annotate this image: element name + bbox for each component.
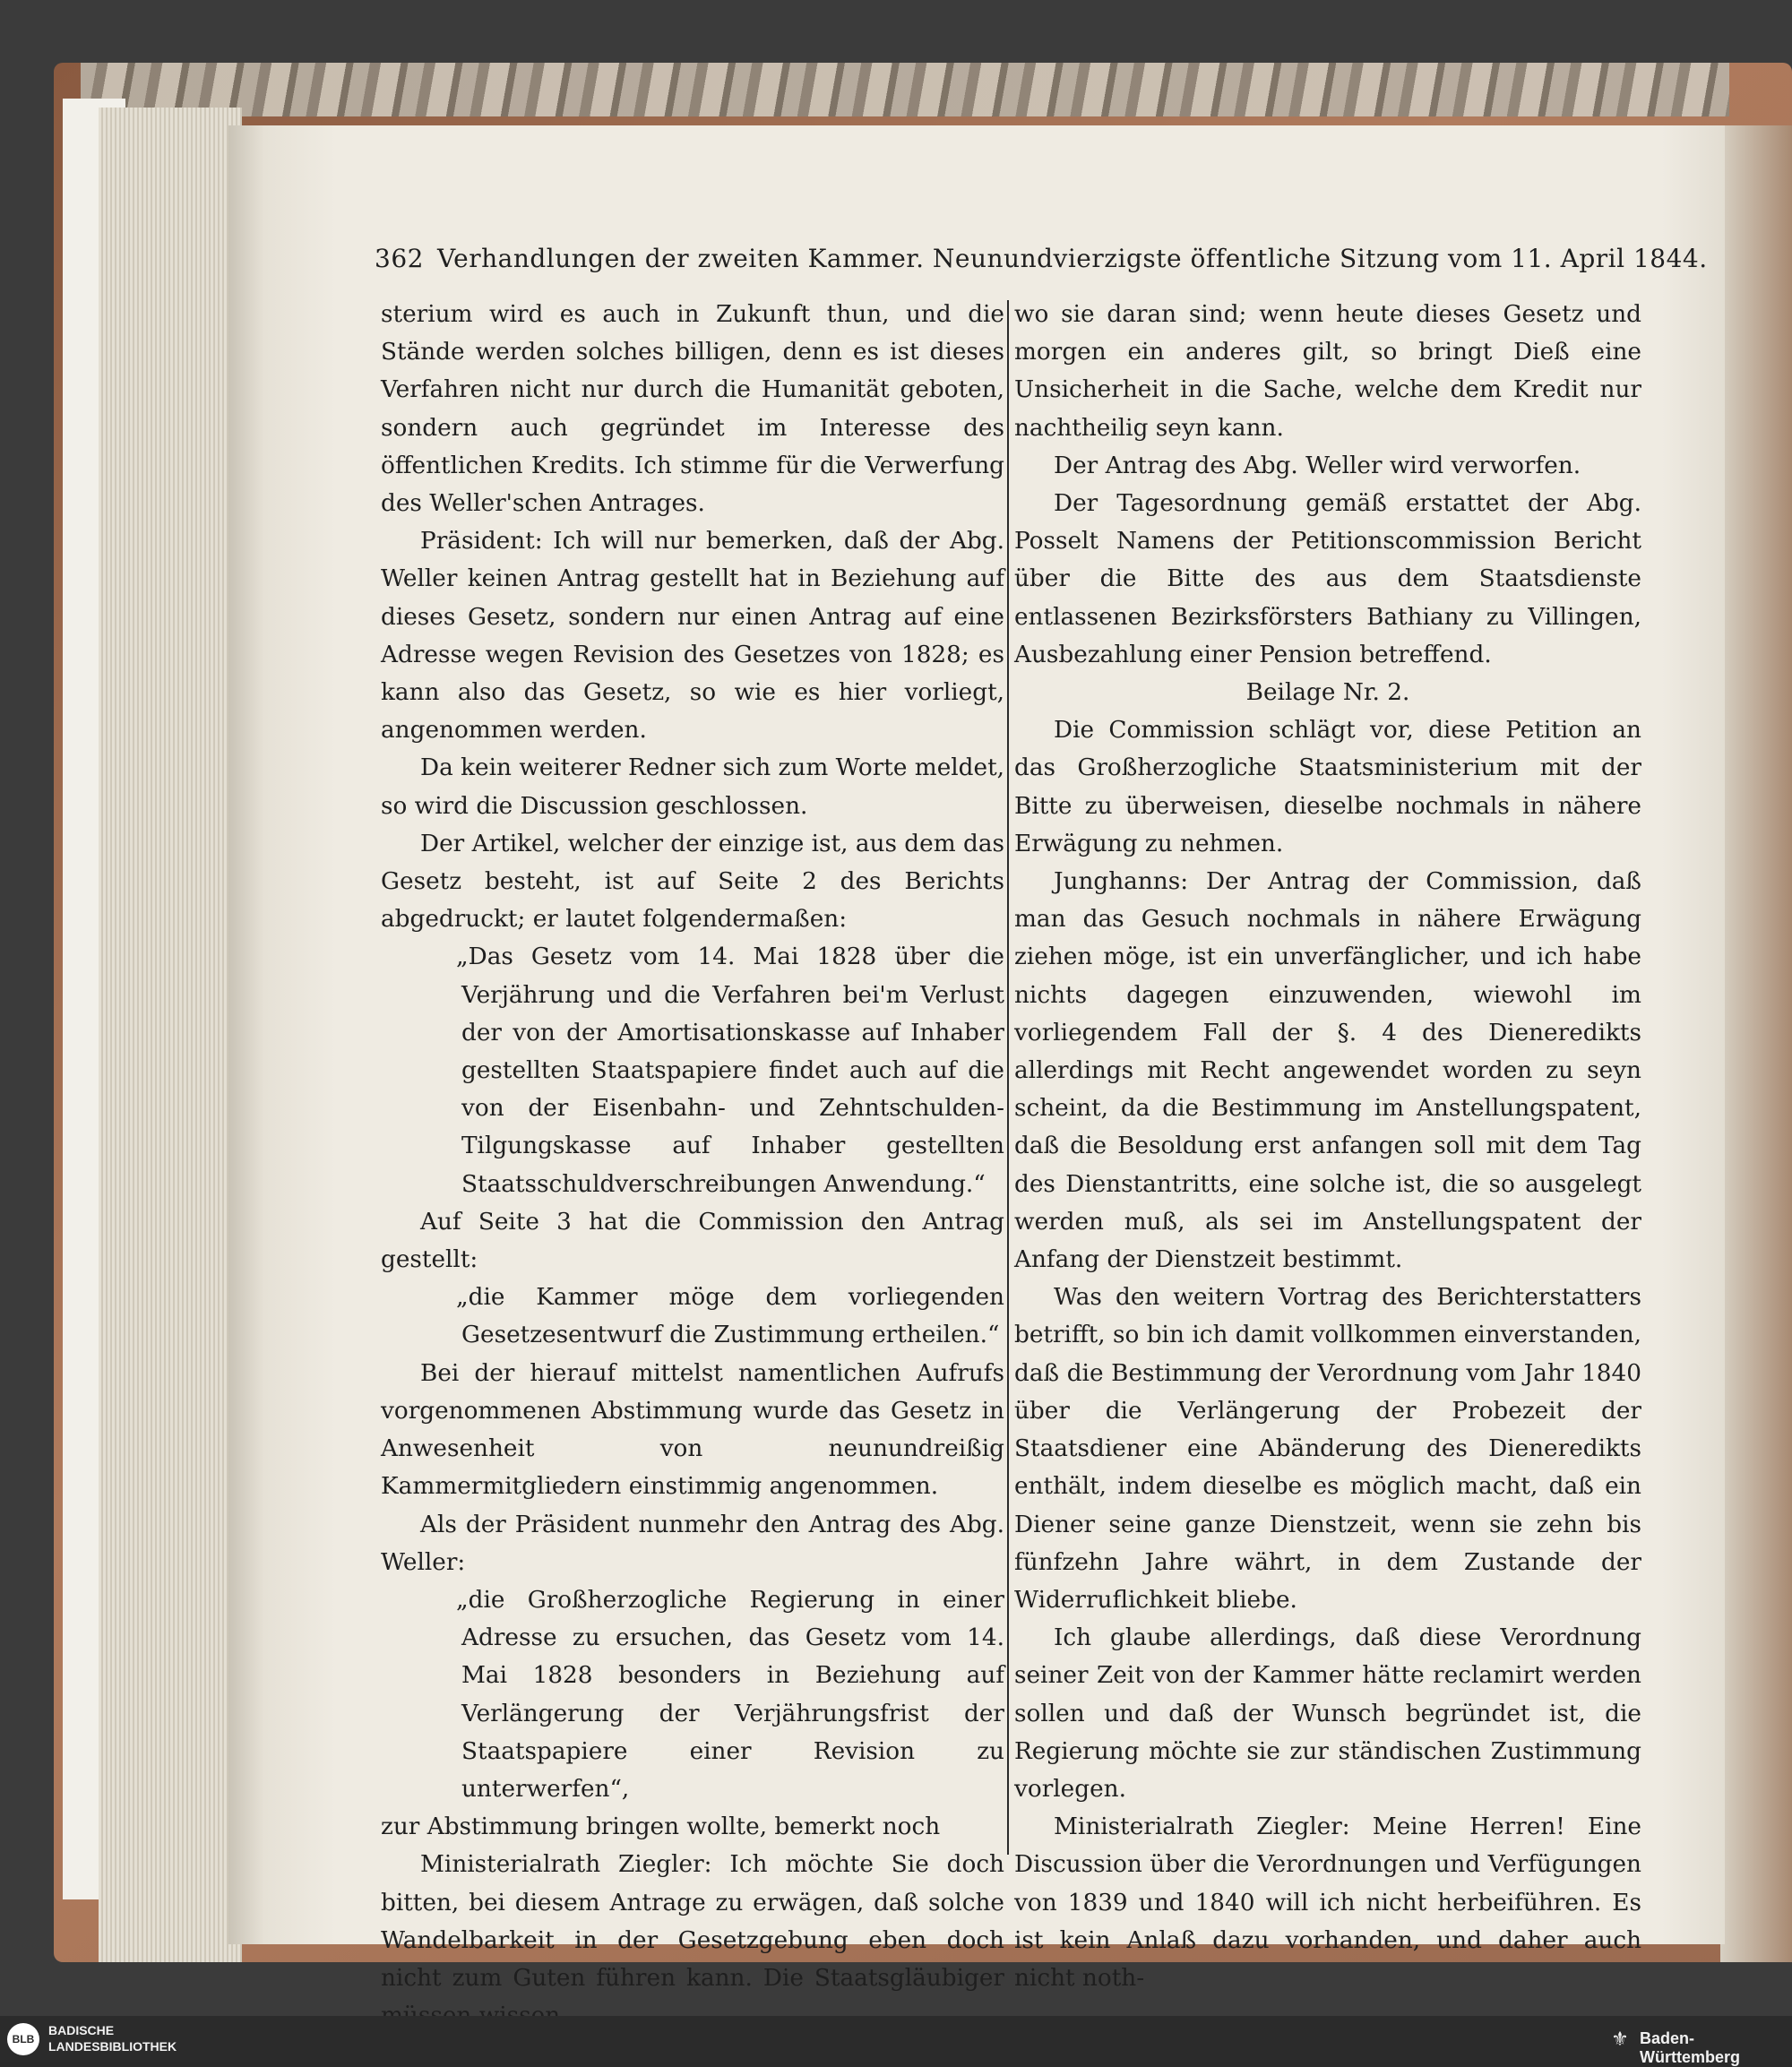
paragraph: Ministerialrath Ziegler: Ich möchte Sie doch bitten, bei diesem Antrage zu erwägen, daß solche Wandelbarkeit in der Gesetzgebung eben doch nicht zum Guten führen kann. Die Staatsgläubiger — [381, 1851, 1004, 1992]
paragraph: Die Commission schlägt vor, diese Petition an das Großherzogliche Staatsministerium mit der Bitte zu überweisen, dieselbe nochmals in nähere Erwägung zu nehmen. — [1014, 717, 1641, 857]
library-name-line2: LANDESBIBLIOTHEK — [48, 2039, 177, 2054]
viewer-footer — [0, 2016, 1792, 2066]
library-name-line1: BADISCHE — [48, 2023, 115, 2037]
quoted-text: „die Kammer möge dem vorliegenden Gesetzesentwurf die Zustimmung ertheilen.“ — [456, 1284, 1004, 1349]
page-stack — [99, 108, 242, 1962]
running-title: Verhandlungen der zweiten Kammer. Neunundvierzigste öffentliche Sitzung vom 11. April 1844. — [437, 244, 1708, 273]
blb-logo-icon[interactable]: BLB — [7, 2023, 39, 2055]
paragraph: Präsident: Ich will nur bemerken, daß der Abg. Weller keinen Antrag gestellt hat in Beziehung auf dieses Gesetz, sondern nur einen Antrag auf eine Adresse wegen Revision des Gesetzes von 1828; es kann also das Gesetz, so wie es hier vorliegt, angenommen werden. — [381, 528, 1004, 745]
paragraph: Was den weitern Vortrag des Berichterstatters betrifft, so bin ich damit vollkommen einverstanden, daß die Bestimmung der Verordnung vom Jahr 1840 über die Verlängerung der Probezeit der Staatsdiener eine Abänderung des Dieneredikts enthält, indem dieselbe es möglich macht, daß ein Diener seine ganze Dienstzeit, wenn sie zehn bis fünfzehn Jahre währt, in dem Zustande der Widerruflichkeit bliebe. — [1014, 1284, 1641, 1614]
paragraph: Da kein weiterer Redner sich zum Worte meldet, so wird die Discussion geschlossen. — [381, 754, 1005, 820]
paragraph: Ministerialrath Ziegler: Meine Herren! Eine Discussion über die Verordnungen und Verfügungen von 1839 und 1840 will ich nicht herbeiführen. Es ist kein Anlaß dazu vorhanden, und daher auch nicht noth- — [1014, 1813, 1641, 1992]
paragraph: Der Tagesordnung gemäß erstattet der Abg. Posselt Namens der Petitionscommission Bericht über die Bitte des aus dem Staatsdienste entlassenen Bezirksförsters Bathiany zu Villingen, Ausbezahlung einer Pension betreffend. — [1014, 490, 1641, 668]
paragraph: zur Abstimmung bringen wollte, bemerkt noch — [381, 1813, 941, 1841]
paragraph: sterium wird es auch in Zukunft thun, und die Stände werden solches billigen, denn es ist dieses Verfahren nicht nur durch die Humanität geboten, sondern auch gegründet im Interesse des öffentlichen Kredits. Ich stimme für die Verwerfung des Weller'schen Antrages. — [381, 301, 1004, 518]
column-divider — [1007, 300, 1009, 1855]
attachment-note: Beilage Nr. 2. — [1245, 679, 1410, 707]
quoted-text: „die Großherzogliche Regierung in einer Adresse zu ersuchen, das Gesetz vom 14. Mai 1828 besonders in Beziehung auf Verlängerung der Verjährungsfrist der Staatspapiere einer Revision zu unterwerfen“, — [456, 1586, 1004, 1803]
paragraph: Als der Präsident nunmehr den Antrag des Abg. Weller: — [381, 1511, 1004, 1576]
paragraph: Der Artikel, welcher der einzige ist, aus dem das Gesetz besteht, ist auf Seite 2 des Berichts abgedruckt; er lautet folgendermaßen: — [381, 830, 1004, 934]
library-name[interactable] — [48, 2022, 177, 2054]
page-number: 362 — [375, 244, 424, 273]
right-column — [1014, 296, 1641, 1997]
paragraph: Ich glaube allerdings, daß diese Verordnung seiner Zeit von der Kammer hätte reclamirt werden sollen und daß der Wunsch begründet ist, die Regierung möchte sie zur ständischen Zustimmung vorlegen. — [1014, 1624, 1641, 1803]
left-column — [381, 296, 1004, 2035]
paragraph: Junghanns: Der Antrag der Commission, daß man das Gesuch nochmals in nähere Erwägung ziehen möge, ist ein unverfänglicher, und ich habe nichts dagegen einzuwenden, wiewohl im vorliegendem Fall der §. 4 des Dieneredikts allerdings mit Recht angewendet worden zu seyn scheint, da die Bestimmung im Anstellungspatent, daß die Besoldung erst anfangen soll mit dem Tag des Dienstantritts, eine solche ist, die so ausgelegt werden muß, als sei im Anstellungspatent der Anfang der Dienstzeit bestimmt. — [1014, 868, 1641, 1274]
right-page-edge — [1720, 125, 1792, 1962]
state-crest-icon[interactable]: ⚜ — [1611, 2028, 1629, 2050]
quoted-text: „Das Gesetz vom 14. Mai 1828 über die Verjährung und die Verfahren bei'm Verlust der von der Amortisationskasse auf Inhaber gestellten Staatspapiere findet auch auf die von der Eisenbahn- und Zehntschulden-Tilgungskasse auf Inhaber gestellten Staatsschuldverschreibungen Anwendung.“ — [456, 943, 1004, 1198]
paragraph: Auf Seite 3 hat die Commission den Antrag gestellt: — [381, 1208, 1004, 1274]
running-header — [375, 244, 1708, 285]
paragraph: Bei der hierauf mittelst namentlichen Aufrufs vorgenommenen Abstimmung wurde das Gesetz in Anwesenheit von neunundreißig Kammermitgliedern einstimmig angenommen. — [381, 1359, 1004, 1501]
marbled-edge — [81, 63, 1729, 116]
paragraph: Der Antrag des Abg. Weller wird verworfen. — [1054, 452, 1581, 479]
paragraph: wo sie daran sind; wenn heute dieses Gesetz und morgen ein anderes gilt, so bringt Dieß eine Unsicherheit in die Sache, welche dem Kredit nur nachtheilig seyn kann. — [1014, 301, 1641, 442]
state-name[interactable]: Baden-Württemberg — [1640, 2029, 1740, 2066]
